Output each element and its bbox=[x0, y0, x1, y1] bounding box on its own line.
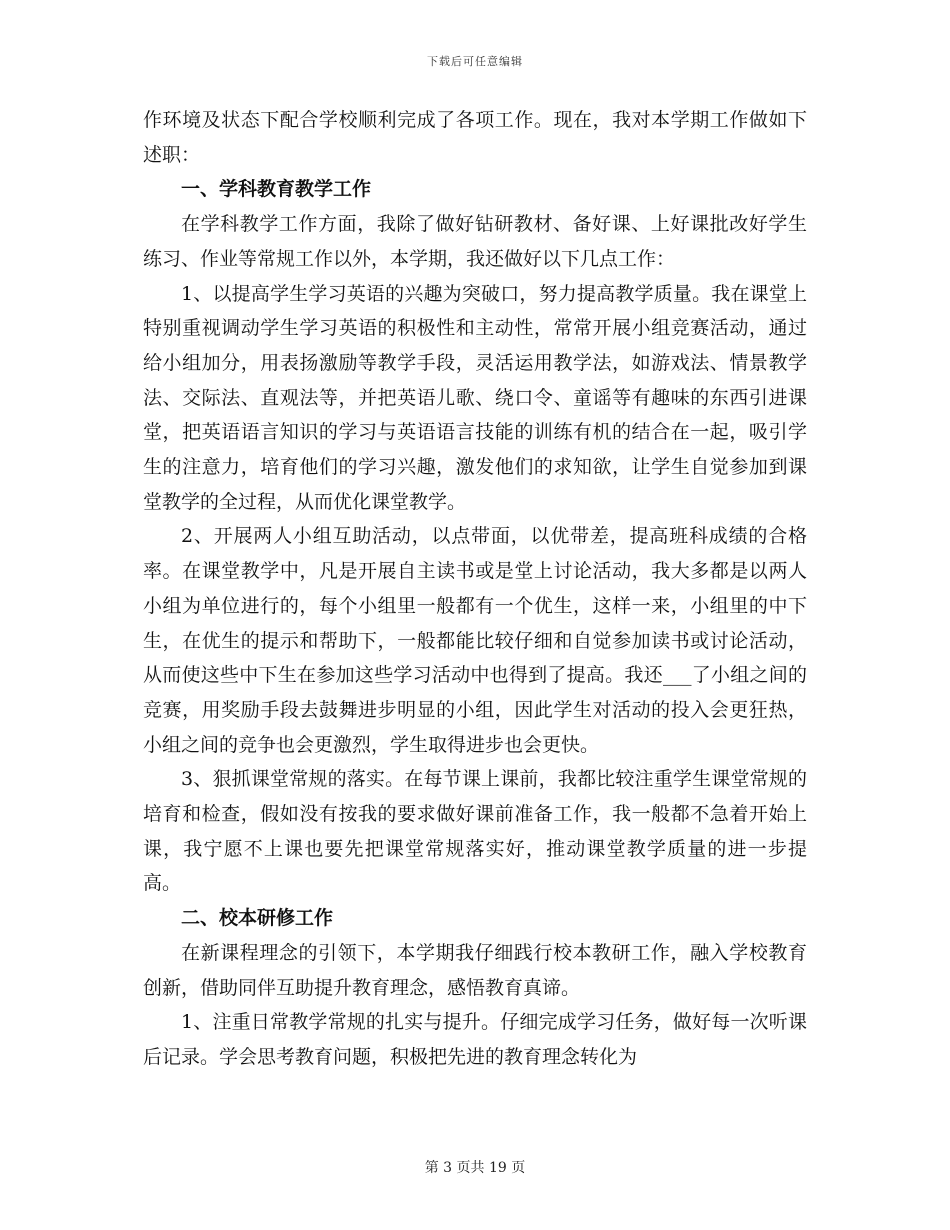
section-heading-research: 二、校本研修工作 bbox=[181, 907, 334, 930]
section-research-item-1: 1、注重日常教学常规的扎实与提升。仔细完成学习任务，做好每一次听课后记录。学会思考教育问题，积极把先进的教育理念转化为 bbox=[143, 1011, 807, 1068]
document-body bbox=[143, 103, 807, 1075]
page-header: 下载后可任意编辑 bbox=[427, 55, 523, 68]
section-heading-teaching: 一、学科教育教学工作 bbox=[181, 178, 372, 201]
section-teaching-intro: 在学科教学工作方面，我除了做好钻研教材、备好课、上好课批改好学生练习、作业等常规工作以外，本学期，我还做好以下几点工作： bbox=[143, 213, 807, 270]
intro-paragraph: 作环境及状态下配合学校顺利完成了各项工作。现在，我对本学期工作做如下述职： bbox=[143, 109, 807, 166]
section-teaching-item-2: 2、开展两人小组互助活动，以点带面，以优带差，提高班科成绩的合格率。在课堂教学中，凡是开展自主读书或是堂上讨论活动，我大多都是以两人小组为单位进行的，每个小组里一般都有一个优生，这样一来，小组里的中下生，在优生的提示和帮助下，一般都能比较仔细和自觉参加读书或讨论活动，从而使这些中下生在参加这些学习活动中也得到了提高。我还___了小组之间的竞赛，用奖励手段去鼓舞进步明显的小组，因此学生对活动的投入会更狂热，小组之间的竞争也会更激烈，学生取得进步也会更快。 bbox=[143, 525, 807, 756]
section-research-intro: 在新课程理念的引领下，本学期我仔细践行校本教研工作，融入学校教育创新，借助同伴互助提升教育理念，感悟教育真谛。 bbox=[143, 941, 807, 999]
section-teaching-item-3: 3、狠抓课堂常规的落实。在每节课上课前，我都比较注重学生课堂常规的培育和检查，假如没有按我的要求做好课前准备工作，我一般都不急着开始上课，我宁愿不上课也要先把课堂常规落实好，推动课堂教学质量的进一步提高。 bbox=[143, 768, 807, 895]
page-number: 第 3 页共 19 页 bbox=[424, 1160, 526, 1176]
section-teaching-item-1: 1、以提高学生学习英语的兴趣为突破口，努力提高教学质量。我在课堂上特别重视调动学生学习英语的积极性和主动性，常常开展小组竞赛活动，通过给小组加分，用表扬激励等教学手段，灵活运用教学法，如游戏法、情景教学法、交际法、直观法等，并把英语儿歌、绕口令、童谣等有趣味的东西引进课堂，把英语语言知识的学习与英语语言技能的训练有机的结合在一起，吸引学生的注意力，培育他们的学习兴趣，激发他们的求知欲，让学生自觉参加到课堂教学的全过程，从而优化课堂教学。 bbox=[143, 282, 807, 513]
